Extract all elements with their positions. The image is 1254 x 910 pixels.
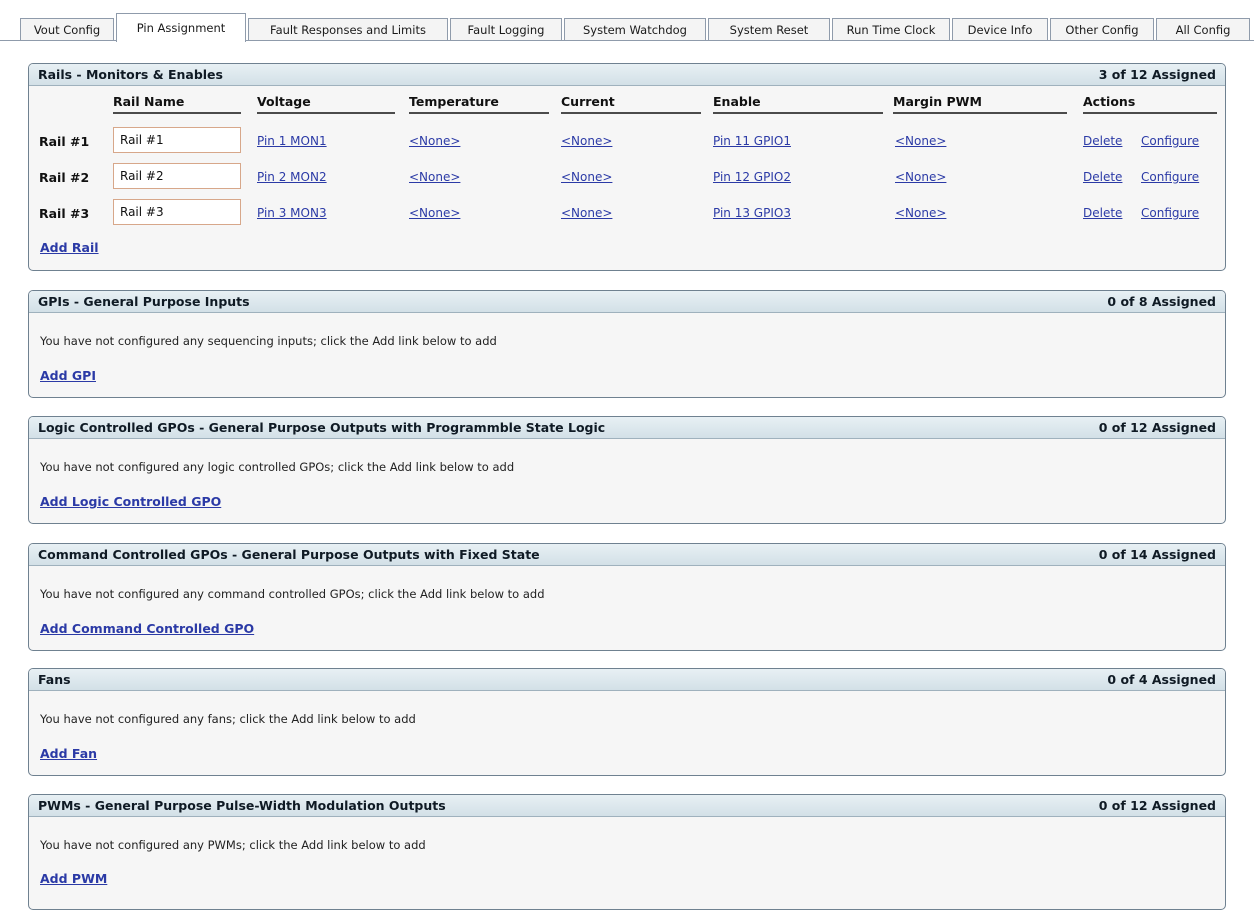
add-rail-link[interactable]: Add Rail <box>40 240 99 255</box>
section-title: Rails - Monitors & Enables <box>38 67 223 82</box>
rail-row-label: Rail #1 <box>39 134 90 149</box>
add-pwm-link[interactable]: Add PWM <box>40 871 108 886</box>
rail-row-label: Rail #3 <box>39 206 90 221</box>
voltage-pin-link[interactable]: Pin 2 MON2 <box>257 170 327 184</box>
assigned-count: 3 of 12 Assigned <box>1098 67 1216 82</box>
logic-gpos-section <box>28 416 1226 524</box>
rail-name-input[interactable] <box>113 163 241 189</box>
temperature-pin-link[interactable]: <None> <box>409 134 461 148</box>
margin-pwm-link[interactable]: <None> <box>895 206 947 220</box>
delete-rail-link[interactable]: Delete <box>1083 206 1123 220</box>
gpis-section-header <box>29 291 1225 313</box>
section-title: Logic Controlled GPOs - General Purpose Outputs with Programmble State Logic <box>38 420 606 435</box>
empty-message: You have not configured any PWMs; click the Add link below to add <box>40 838 426 852</box>
configure-rail-link[interactable]: Configure <box>1141 134 1200 148</box>
col-enable: Enable <box>713 94 883 114</box>
col-temperature: Temperature <box>409 94 549 114</box>
col-voltage: Voltage <box>257 94 395 114</box>
col-margin-pwm: Margin PWM <box>893 94 1067 114</box>
enable-pin-link[interactable]: Pin 13 GPIO3 <box>713 206 791 220</box>
section-title: Fans <box>38 672 71 687</box>
add-command-controlled-gpo-link[interactable]: Add Command Controlled GPO <box>40 621 255 636</box>
delete-rail-link[interactable]: Delete <box>1083 134 1123 148</box>
rails-section-header <box>29 64 1225 86</box>
col-actions: Actions <box>1083 94 1217 114</box>
section-title: GPIs - General Purpose Inputs <box>38 294 250 309</box>
tab-fault-logging[interactable]: Fault Logging <box>450 18 562 41</box>
command-gpos-section <box>28 543 1226 651</box>
add-logic-controlled-gpo-link[interactable]: Add Logic Controlled GPO <box>40 494 222 509</box>
tab-vout-config[interactable]: Vout Config <box>20 18 114 41</box>
enable-pin-link[interactable]: Pin 11 GPIO1 <box>713 134 791 148</box>
rail-name-input[interactable] <box>113 199 241 225</box>
rail-row-label: Rail #2 <box>39 170 90 185</box>
enable-pin-link[interactable]: Pin 12 GPIO2 <box>713 170 791 184</box>
empty-message: You have not configured any logic controlled GPOs; click the Add link below to add <box>40 460 515 474</box>
assigned-count: 0 of 12 Assigned <box>1098 420 1216 435</box>
section-title: PWMs - General Purpose Pulse-Width Modulation Outputs <box>38 798 446 813</box>
assigned-count: 0 of 12 Assigned <box>1098 798 1216 813</box>
pwms-section-header <box>29 795 1225 817</box>
tab-all-config[interactable]: All Config <box>1156 18 1250 41</box>
pwms-section <box>28 794 1226 910</box>
assigned-count: 0 of 4 Assigned <box>1107 672 1216 687</box>
section-title: Command Controlled GPOs - General Purpose Outputs with Fixed State <box>38 547 540 562</box>
configure-rail-link[interactable]: Configure <box>1141 206 1200 220</box>
tab-run-time-clock[interactable]: Run Time Clock <box>832 18 950 41</box>
voltage-pin-link[interactable]: Pin 3 MON3 <box>257 206 327 220</box>
empty-message: You have not configured any fans; click the Add link below to add <box>40 712 416 726</box>
tab-system-reset[interactable]: System Reset <box>708 18 830 41</box>
tab-bar <box>0 0 1254 40</box>
rail-name-input[interactable] <box>113 127 241 153</box>
col-rail-name: Rail Name <box>113 94 241 114</box>
rails-section <box>28 63 1226 271</box>
assigned-count: 0 of 14 Assigned <box>1098 547 1216 562</box>
current-pin-link[interactable]: <None> <box>561 206 613 220</box>
empty-message: You have not configured any sequencing inputs; click the Add link below to add <box>40 334 497 348</box>
margin-pwm-link[interactable]: <None> <box>895 134 947 148</box>
col-current: Current <box>561 94 701 114</box>
fans-section-header <box>29 669 1225 691</box>
tab-system-watchdog[interactable]: System Watchdog <box>564 18 706 41</box>
add-fan-link[interactable]: Add Fan <box>40 746 98 761</box>
logic-gpos-section-header <box>29 417 1225 439</box>
add-gpi-link[interactable]: Add GPI <box>40 368 96 383</box>
assigned-count: 0 of 8 Assigned <box>1107 294 1216 309</box>
temperature-pin-link[interactable]: <None> <box>409 206 461 220</box>
temperature-pin-link[interactable]: <None> <box>409 170 461 184</box>
tab-device-info[interactable]: Device Info <box>952 18 1048 41</box>
gpis-section <box>28 290 1226 398</box>
margin-pwm-link[interactable]: <None> <box>895 170 947 184</box>
fans-section <box>28 668 1226 776</box>
tab-other-config[interactable]: Other Config <box>1050 18 1154 41</box>
tab-fault-responses-and-limits[interactable]: Fault Responses and Limits <box>248 18 448 41</box>
configure-rail-link[interactable]: Configure <box>1141 170 1200 184</box>
current-pin-link[interactable]: <None> <box>561 134 613 148</box>
current-pin-link[interactable]: <None> <box>561 170 613 184</box>
delete-rail-link[interactable]: Delete <box>1083 170 1123 184</box>
voltage-pin-link[interactable]: Pin 1 MON1 <box>257 134 327 148</box>
command-gpos-section-header <box>29 544 1225 566</box>
empty-message: You have not configured any command controlled GPOs; click the Add link below to add <box>40 587 545 601</box>
tab-pin-assignment[interactable]: Pin Assignment <box>116 13 246 42</box>
